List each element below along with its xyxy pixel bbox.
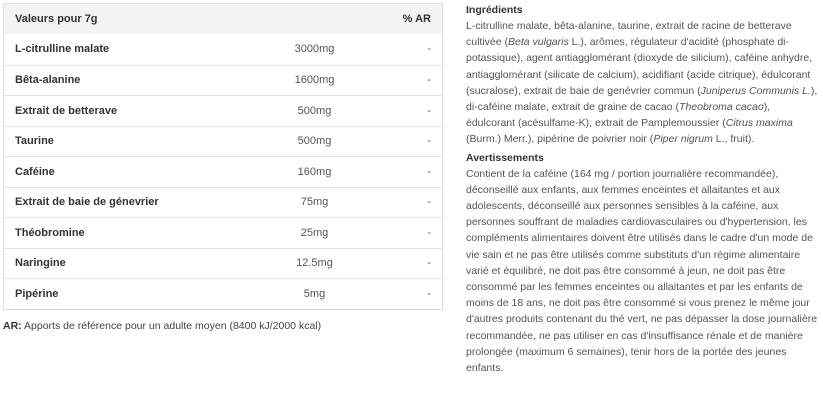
cell-qty: 5mg bbox=[303, 287, 326, 300]
ingredients-segment: L., fruit). bbox=[712, 133, 755, 146]
species-name: Theobroma cacao bbox=[679, 101, 764, 114]
table-row bbox=[4, 65, 442, 96]
nutrition-table bbox=[3, 3, 443, 310]
ingredients-text bbox=[466, 18, 818, 148]
cell-ar: - bbox=[427, 43, 431, 56]
species-name: Beta vulgaris bbox=[508, 36, 569, 49]
warnings-title: Avertissements bbox=[466, 151, 544, 164]
cell-name: Extrait de baie de génevrier bbox=[15, 196, 159, 209]
cell-ar: - bbox=[427, 257, 431, 270]
cell-qty: 500mg bbox=[297, 104, 332, 117]
cell-qty: 12.5mg bbox=[296, 257, 333, 270]
cell-ar: - bbox=[427, 74, 431, 87]
table-row bbox=[4, 156, 442, 187]
table-row bbox=[4, 187, 442, 218]
ingredients-segment: ), di-caféine malate, extrait de graine de cacao ( bbox=[466, 84, 818, 114]
cell-name: Extrait de betterave bbox=[15, 104, 118, 117]
table-row bbox=[4, 95, 442, 126]
cell-name: L-citrulline malate bbox=[15, 43, 110, 56]
cell-ar: - bbox=[427, 104, 431, 117]
ingredients-segment: L.), arômes, régulateur d'acidité (phosphate di-potassique), agent antiagglomérant (dioxyde de silicium), caféine anhydre, antiagglomérant (silicate de calcium), acidifiant (acide citrique), édulcorant (sucralose), extrait de baie de genévrier commun ( bbox=[466, 36, 813, 97]
cell-qty: 75mg bbox=[300, 196, 329, 209]
cell-ar: - bbox=[427, 196, 431, 209]
ar-footnote bbox=[3, 320, 321, 332]
species-name: Citrus maxima bbox=[725, 117, 793, 130]
cell-ar: - bbox=[427, 165, 431, 178]
species-name: Juniperus Communis L. bbox=[700, 84, 811, 97]
cell-qty: 1600mg bbox=[294, 74, 335, 87]
ingredients-segment: L-citrulline malate, bêta-alanine, taurine, extrait de racine de betterave cultivée ( bbox=[466, 20, 792, 49]
header-ar: % AR bbox=[402, 13, 431, 25]
table-row bbox=[4, 248, 442, 279]
ingredients-title: Ingrédients bbox=[466, 4, 523, 16]
cell-ar: - bbox=[427, 226, 431, 239]
cell-name: Caféine bbox=[15, 165, 55, 178]
table-row bbox=[4, 278, 442, 309]
cell-name: Naringine bbox=[15, 257, 66, 270]
table-row bbox=[4, 126, 442, 157]
info-column bbox=[466, 2, 818, 378]
header-values: Valeurs pour 7g bbox=[15, 13, 98, 25]
footnote-label: AR: bbox=[3, 320, 22, 332]
cell-ar: - bbox=[427, 135, 431, 148]
cell-qty: 3000mg bbox=[294, 43, 335, 56]
cell-name: Pipérine bbox=[15, 287, 59, 300]
cell-name: Bêta-alanine bbox=[15, 74, 81, 87]
ingredients-segment: (Burm.) Merr.), pipérine de poivrier noir ( bbox=[466, 133, 654, 146]
ingredients-segment: ), édulcorant (acésulfame-K), extrait de Pamplemoussier ( bbox=[466, 101, 771, 130]
cell-qty: 25mg bbox=[300, 226, 329, 239]
cell-ar: - bbox=[427, 287, 431, 300]
species-name: Piper nigrum bbox=[653, 133, 713, 146]
cell-name: Taurine bbox=[15, 135, 54, 148]
table-header-row bbox=[4, 4, 442, 34]
cell-qty: 160mg bbox=[297, 165, 332, 178]
cell-name: Théobromine bbox=[15, 226, 85, 239]
cell-qty: 500mg bbox=[297, 135, 332, 148]
warnings-text: Contient de la caféine (164 mg / portion journalière recommandée), déconseillé aux enfants, aux femmes enceintes et allaitantes et aux adolescents, déconseillé aux personnes sensibles à la caféine, aux personnes souffrant de maladies cardiovasculaires ou d'hypertension, les compléments alimentaires doivent être utilisés dans le cadre d'un mode de vie sain et ne pas être utilisés comme substituts d'un régime alimentaire varié et équilibré, ne doit pas être consommé à jeun, ne doit pas être consommé par les femmes enceintes ou allaitantes et par les enfants de moins de 18 ans, ne doit pas être consommé si vous prenez le même jour d'autres produits contenant du thé vert, ne pas dépasser la dose journalière recommandée, ne pas utiliser en cas d'insuffisance rénale et de manière prolongée (maximum 6 semaines), tenir hors de la portée des jeunes enfants. bbox=[466, 167, 818, 375]
table-row bbox=[4, 217, 442, 248]
footnote-text: Apports de référence pour un adulte moyen (8400 kJ/2000 kcal) bbox=[21, 320, 322, 332]
table-row bbox=[4, 34, 442, 65]
